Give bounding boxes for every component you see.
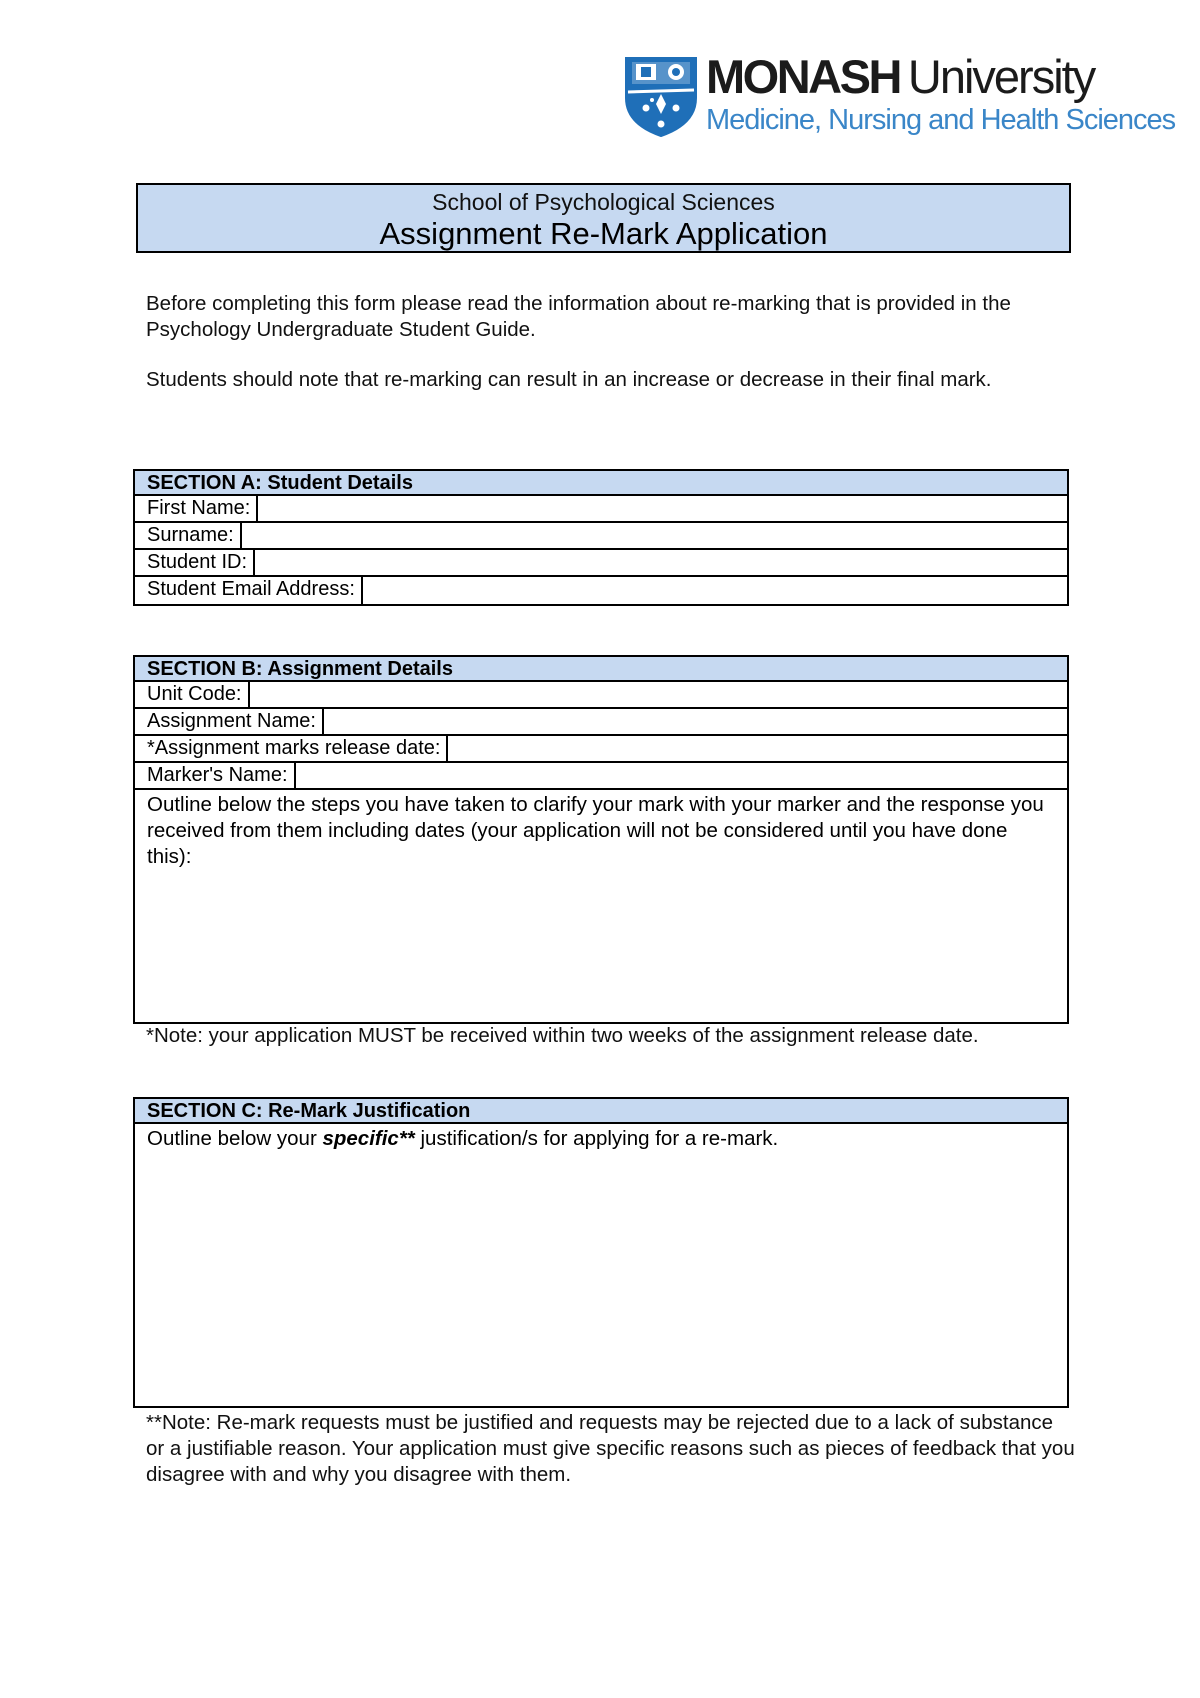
form-header [136, 183, 1071, 253]
logo-brand-regular: University [907, 50, 1095, 103]
student-id-field[interactable] [255, 550, 1067, 575]
justification-prompt [147, 1127, 778, 1150]
section-a-title: SECTION A: Student Details [135, 471, 1067, 496]
student-id-label: Student ID: [135, 550, 255, 575]
intro-paragraph-1: Before completing this form please read the information about re-marking that is provided in the Psychology Undergraduate Student Guide. [146, 292, 1011, 341]
justification-note: **Note: Re-mark requests must be justified and requests may be rejected due to a lack of substance or a justifiable reason. Your application must give specific reasons such as pieces of feedback that you disagree with and why you disagree with them. [146, 1411, 1075, 1486]
justification-prompt-before: Outline below your [147, 1127, 323, 1150]
student-email-label: Student Email Address: [135, 577, 363, 604]
section-c-remark-justification [133, 1097, 1069, 1408]
first-name-field[interactable] [258, 496, 1067, 521]
marker-name-label: Marker's Name: [135, 763, 296, 788]
unit-code-label: Unit Code: [135, 682, 250, 707]
section-a-student-details [133, 469, 1069, 606]
first-name-row [135, 496, 1067, 523]
section-c-title: SECTION C: Re-Mark Justification [135, 1099, 1067, 1124]
surname-field[interactable] [242, 523, 1067, 548]
section-b-title: SECTION B: Assignment Details [135, 657, 1067, 682]
release-date-label: *Assignment marks release date: [135, 736, 448, 761]
release-date-field[interactable] [448, 736, 1067, 761]
unit-code-field[interactable] [250, 682, 1068, 707]
logo-brand-bold: MONASH [706, 50, 900, 103]
form-title: Assignment Re-Mark Application [379, 216, 828, 251]
monash-logo [622, 50, 1192, 140]
surname-row [135, 523, 1067, 550]
assignment-name-label: Assignment Name: [135, 709, 324, 734]
section-b-assignment-details [133, 655, 1069, 1024]
logo-faculty: Medicine, Nursing and Health Sciences [706, 104, 1176, 136]
release-date-row [135, 736, 1067, 763]
justification-block [135, 1124, 1067, 1406]
surname-label: Surname: [135, 523, 242, 548]
justification-prompt-emphasis: specific** [322, 1127, 415, 1150]
marker-name-row [135, 763, 1067, 790]
clarification-steps-textarea[interactable] [147, 870, 1059, 1014]
unit-code-row [135, 682, 1067, 709]
monash-crest-icon [622, 54, 700, 138]
clarification-steps-prompt: Outline below the steps you have taken to clarify your mark with your marker and the response you received from them including dates (your application will not be considered until you have done this): [147, 793, 1044, 868]
justification-textarea[interactable] [147, 1152, 1059, 1396]
logo-wordmark [706, 50, 1094, 104]
marker-name-field[interactable] [296, 763, 1067, 788]
intro-paragraph-2: Students should note that re-marking can result in an increase or decrease in their final mark. [146, 368, 992, 391]
justification-prompt-after: justification/s for applying for a re-mark. [414, 1127, 779, 1150]
first-name-label: First Name: [135, 496, 258, 521]
release-date-note: *Note: your application MUST be received within two weeks of the assignment release date. [146, 1024, 979, 1047]
clarification-steps-block [135, 790, 1067, 1022]
student-id-row [135, 550, 1067, 577]
assignment-name-field[interactable] [324, 709, 1067, 734]
school-name: School of Psychological Sciences [432, 189, 775, 215]
assignment-name-row [135, 709, 1067, 736]
student-email-field[interactable] [363, 577, 1067, 604]
student-email-row [135, 577, 1067, 604]
